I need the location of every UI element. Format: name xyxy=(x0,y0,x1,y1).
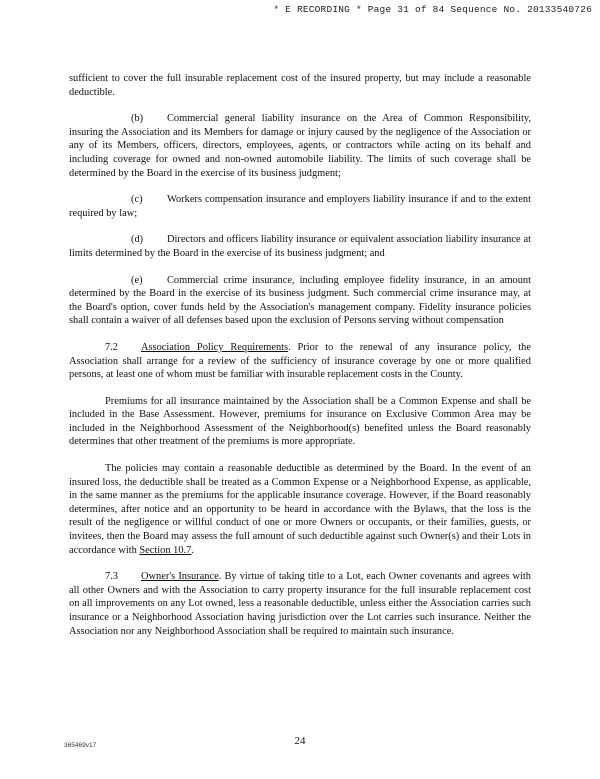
recording-header: * E RECORDING * Page 31 of 84 Sequence No. 20133540726 xyxy=(273,4,592,15)
deductible-paragraph xyxy=(69,462,531,557)
item-b xyxy=(69,112,531,180)
item-label: (d) xyxy=(131,234,144,246)
item-text: Commercial general liability insurance on the Area of Common Responsibility, insuring the Association and its Members for damage or injury caused by the negligence of the Association or any of its Members, officers, directors, employees, agents, or contractors while acting on its behalf and including coverage for owned and non-owned automobile liability. The limits of such coverage shall be determined by the Board in the exercise of its business judgment; xyxy=(69,113,531,179)
section-text: . By virtue of taking title to a Lot, each Owner covenants and agrees with all other Owners and with the Association to carry property insurance for the full insurable replacement cost on all improvements on any Lot owned, less a reasonable deductible, unless either the Association carries such insurance or a Neighborhood Association having jurisdiction over the Lot carries such insurance. Neither the Association nor any Neighborhood Association shall be required to maintain such insurance. xyxy=(69,571,531,637)
section-title: Owner's Insurance xyxy=(141,571,219,583)
section-number: 7.3 xyxy=(105,571,118,583)
item-text: Workers compensation insurance and employers liability insurance if and to the extent required by law; xyxy=(69,194,531,219)
premiums-paragraph: Premiums for all insurance maintained by the Association shall be a Common Expense and shall be included in the Base Assessment. However, premiums for insurance on Exclusive Common Area may be included in the Neighborhood Assessment of the Neighborhood(s) benefited unless the Board reasonably determines that other treatment of the premiums is more appropriate. xyxy=(69,395,531,448)
item-c xyxy=(69,193,531,220)
page-number: 24 xyxy=(294,735,306,747)
item-label: (b) xyxy=(131,113,144,125)
section-reference: Section 10.7 xyxy=(139,544,192,556)
section-number: 7.2 xyxy=(105,341,118,353)
document-id: 365469v17 xyxy=(64,742,97,749)
section-7-3 xyxy=(69,570,531,638)
item-text: Commercial crime insurance, including employee fidelity insurance, in an amount determined by the Board in the exercise of its business judgment. Such commercial crime insurance may, at the Board's option, cover funds held by the Association's management company. Fidelity insurance policies shall contain a waiver of all defenses based upon the exclusion of Persons serving without compensation xyxy=(69,274,531,327)
item-label: (e) xyxy=(131,274,143,286)
item-text: Directors and officers liability insurance or equivalent association liability insurance at limits determined by the Board in the exercise of its business judgment; and xyxy=(69,234,531,259)
item-label: (c) xyxy=(131,194,143,206)
section-7-2 xyxy=(69,341,531,382)
deductible-end: . xyxy=(191,544,194,556)
continuation-paragraph: sufficient to cover the full insurable replacement cost of the insured property, but may include a reasonable deductible. xyxy=(69,73,531,98)
section-title: Association Policy Requirements xyxy=(141,341,289,353)
item-d xyxy=(69,233,531,260)
item-e xyxy=(69,274,531,328)
document-body xyxy=(69,72,531,651)
section-text: . Prior to the renewal of any insurance policy, the Association shall arrange for a review of the sufficiency of insurance coverage by one or more qualified persons, at least one of whom must be familiar with insurable replacement costs in the County. xyxy=(69,341,531,381)
deductible-text: The policies may contain a reasonable deductible as determined by the Board. In the event of an insured loss, the deductible shall be treated as a Common Expense or a Neighborhood Expense, as applicable, in the same manner as the premiums for the applicable insurance coverage. However, if the Board reasonably determines, after notice and an opportunity to be heard in accordance with the Bylaws, that the loss is the result of the negligence or willful conduct of one or more Owners or occupants, or their families, guests, or invitees, then the Board may assess the full amount of such deductible against such Owner(s) and their Lots in accordance with xyxy=(69,463,531,556)
